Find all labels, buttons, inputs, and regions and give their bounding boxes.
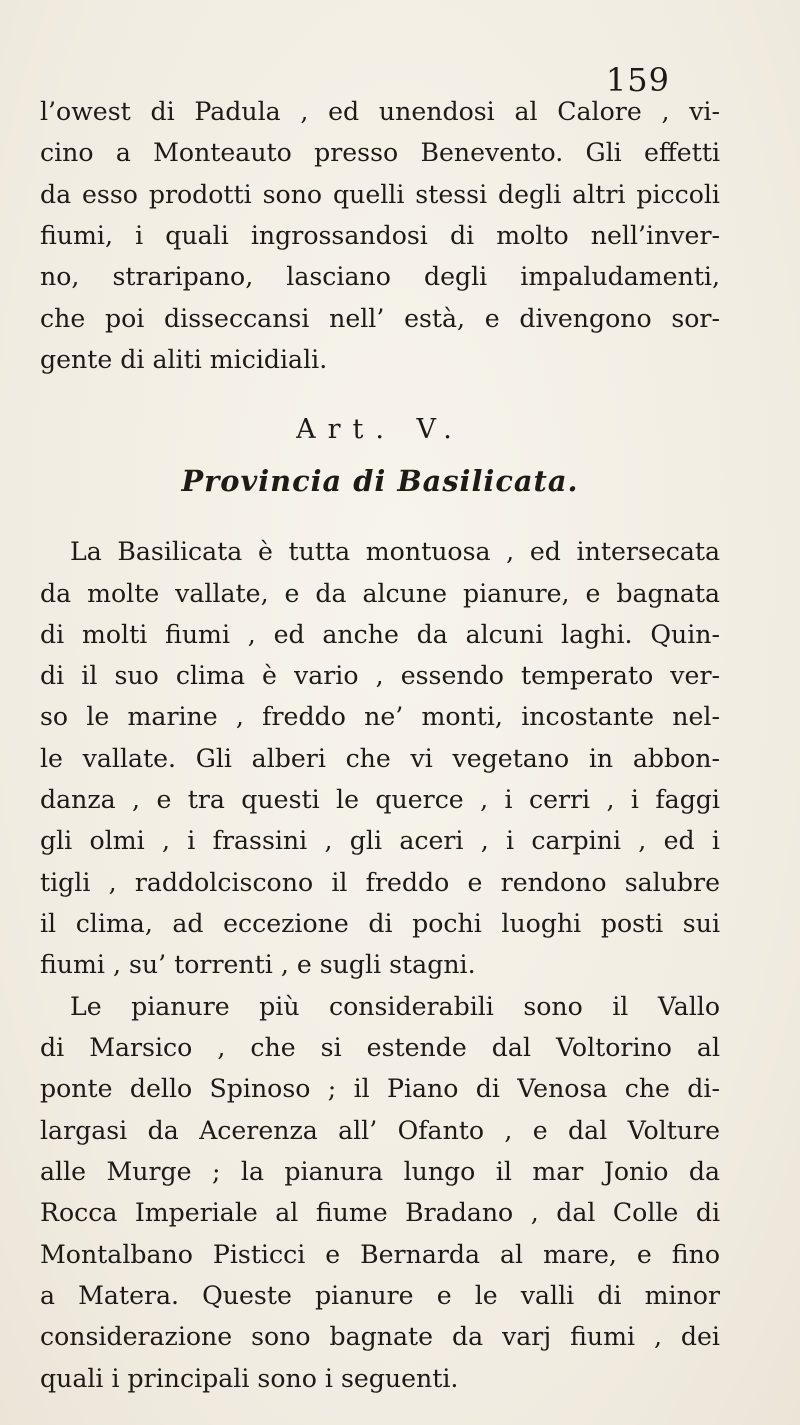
text-line: di il suo clima è vario , essendo temperato ver-: [40, 661, 720, 691]
text-line: fiumi, i quali ingrossandosi di molto nell’inver-: [40, 220, 720, 250]
text-line: gli olmi , i frassini , gli aceri , i carpini , ed i: [40, 826, 720, 856]
text-line: l’owest di Padula , ed unendosi al Calore , vi-: [40, 97, 720, 126]
text-line: il clima, ad eccezione di pochi luoghi posti sui: [40, 909, 720, 939]
text-line: no, straripano, lasciano degli impaludamenti,: [40, 262, 720, 292]
text-line: quali i principali sono i seguenti.: [40, 1363, 459, 1393]
text-line: tigli , raddolciscono il freddo e rendono salubre: [40, 867, 720, 897]
article-heading: Art. V.: [296, 414, 464, 446]
text-line: largasi da Acerenza all’ Ofanto , e dal Volture: [40, 1115, 720, 1145]
text-line: La Basilicata è tutta montuosa , ed intersecata: [70, 537, 720, 567]
article-subtitle: Provincia di Basilicata.: [181, 464, 579, 499]
text-line: ponte dello Spinoso ; il Piano di Venosa che di-: [40, 1074, 720, 1104]
text-line: le vallate. Gli alberi che vi vegetano in abbon-: [40, 743, 720, 773]
text-line: gente di aliti micidiali.: [40, 344, 328, 374]
text-line: Rocca Imperiale al fiume Bradano , dal Colle di: [40, 1198, 720, 1228]
text-line: da molte vallate, e da alcune pianure, e bagnata: [40, 578, 720, 608]
text-line: alle Murge ; la pianura lungo il mar Jonio da: [40, 1157, 720, 1187]
page-number: 159: [605, 61, 670, 99]
text-line: considerazione sono bagnate da varj fiumi , dei: [40, 1322, 720, 1352]
text-line: danza , e tra questi le querce , i cerri , i faggi: [40, 785, 720, 815]
text-line: Le pianure più considerabili sono il Vallo: [70, 991, 720, 1021]
text-line: di Marsico , che si estende dal Voltorino al: [40, 1033, 720, 1063]
text-line: Montalbano Pisticci e Bernarda al mare, e fino: [40, 1239, 720, 1269]
text-line: da esso prodotti sono quelli stessi degli altri piccoli: [40, 179, 720, 209]
text-line: a Matera. Queste pianure e le valli di minor: [40, 1281, 720, 1311]
text-line: che poi disseccansi nell’ està, e divengono sor-: [40, 303, 720, 333]
text-line: cino a Monteauto presso Benevento. Gli effetti: [40, 138, 720, 168]
text-line: so le marine , freddo ne’ monti, incostante nel-: [40, 702, 720, 732]
text-line: fiumi , su’ torrenti , e sugli stagni.: [40, 950, 476, 980]
text-line: di molti fiumi , ed anche da alcuni laghi. Quin-: [40, 619, 720, 649]
